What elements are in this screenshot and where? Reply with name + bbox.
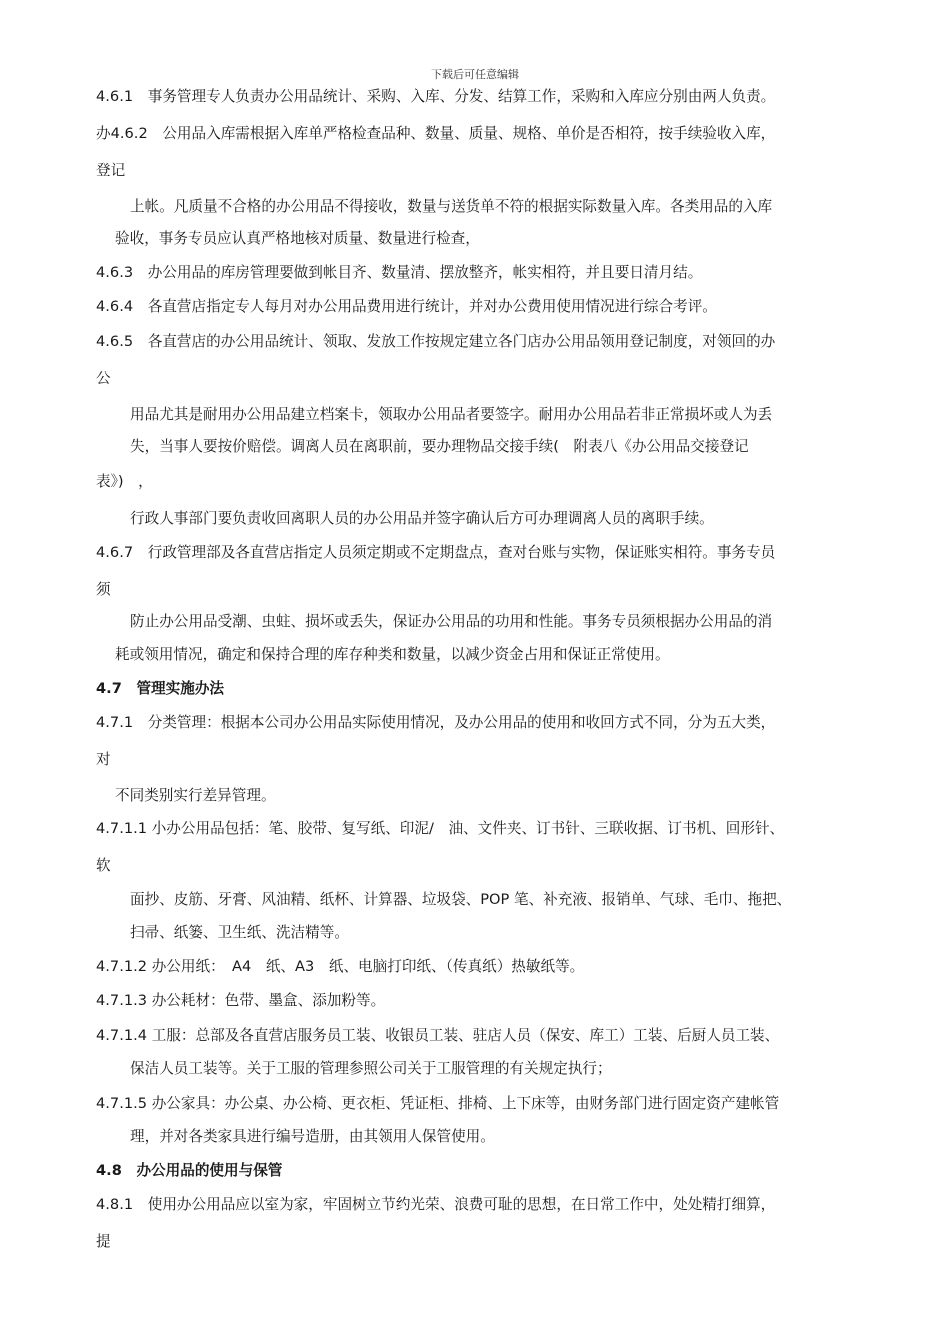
paragraph-line: 面抄、皮筋、牙膏、风油精、纸杯、计算器、垃圾袋、POP 笔、补充液、报销单、气球、毛巾、拖把、 <box>130 891 792 908</box>
paragraph-line: 4.7.1 分类管理：根据本公司办公用品实际使用情况，及办公用品的使用和收回方式不同，分为五大类， <box>96 714 776 731</box>
paragraph-line: 理，并对各类家具进行编号造册，由其领用人保管使用。 <box>130 1128 495 1145</box>
section-heading: 4.8 办公用品的使用与保管 <box>96 1162 283 1179</box>
paragraph-line: 耗或领用情况，确定和保持合理的库存种类和数量，以减少资金占用和保证正常使用。 <box>115 646 670 663</box>
paragraph-line: 4.6.7 行政管理部及各直营店指定人员须定期或不定期盘点，查对台账与实物，保证账实相符。事务专员 <box>96 544 776 561</box>
paragraph-line: 失，当事人要按价赔偿。调离人员在离职前，要办理物品交接手续( 附表八《办公用品交接登记 <box>130 438 749 455</box>
paragraph-line: 用品尤其是耐用办公用品建立档案卡，领取办公用品者要签字。耐用办公用品若非正常损坏或人为丢 <box>130 406 773 423</box>
paragraph-line: 4.6.3 办公用品的库房管理要做到帐目齐、数量清、摆放整齐，帐实相符，并且要日清月结。 <box>96 264 703 281</box>
paragraph-line: 表》) ， <box>96 473 153 490</box>
paragraph-line: 软 <box>96 857 111 874</box>
paragraph-line: 4.6.1 事务管理专人负责办公用品统计、采购、入库、分发、结算工作，采购和入库应分别由两人负责。 <box>96 88 776 105</box>
paragraph-line: 验收，事务专员应认真严格地核对质量、数量进行检查， <box>115 230 480 247</box>
paragraph-line: 4.7.1.2 办公用纸： A4 纸、A3 纸、电脑打印纸、（传真纸）热敏纸等。 <box>96 958 585 975</box>
paragraph-line: 行政人事部门要负责收回离职人员的办公用品并签字确认后方可办理调离人员的离职手续。 <box>130 510 714 527</box>
paragraph-line: 公 <box>96 370 111 387</box>
page-header: 下载后可任意编辑 <box>431 68 519 81</box>
section-heading: 4.7 管理实施办法 <box>96 680 225 697</box>
paragraph-line: 须 <box>96 581 111 598</box>
paragraph-line: 办4.6.2 公用品入库需根据入库单严格检查品种、数量、质量、规格、单价是否相符，按手续验收入库， <box>96 125 776 142</box>
paragraph-line: 扫帚、纸篓、卫生纸、洗洁精等。 <box>130 924 349 941</box>
paragraph-line: 4.8.1 使用办公用品应以室为家，牢固树立节约光荣、浪费可耻的思想，在日常工作中，处处精打细算， <box>96 1196 776 1213</box>
paragraph-line: 4.6.5 各直营店的办公用品统计、领取、发放工作按规定建立各门店办公用品领用登记制度，对领回的办 <box>96 333 776 350</box>
paragraph-line: 对 <box>96 751 111 768</box>
paragraph-line: 4.6.4 各直营店指定专人每月对办公用品费用进行统计，并对办公费用使用情况进行综合考评。 <box>96 298 717 315</box>
paragraph-line: 4.7.1.1 小办公用品包括：笔、胶带、复写纸、印泥/ 油、文件夹、订书针、三联收据、订书机、回形针、 <box>96 820 785 837</box>
paragraph-line: 4.7.1.4 工服：总部及各直营店服务员工装、收银员工装、驻店人员（保安、库工）工装、后厨人员工装、 <box>96 1027 780 1044</box>
paragraph-line: 保洁人员工装等。关于工服的管理参照公司关于工服管理的有关规定执行； <box>130 1060 612 1077</box>
paragraph-line: 上帐。凡质量不合格的办公用品不得接收，数量与送货单不符的根据实际数量入库。各类用品的入库 <box>130 198 773 215</box>
paragraph-line: 防止办公用品受潮、虫蛀、损坏或丢失，保证办公用品的功用和性能。事务专员须根据办公用品的消 <box>130 613 773 630</box>
paragraph-line: 提 <box>96 1233 111 1250</box>
paragraph-line: 4.7.1.3 办公耗材：色带、墨盒、添加粉等。 <box>96 992 386 1009</box>
paragraph-line: 不同类别实行差异管理。 <box>115 787 276 804</box>
paragraph-line: 登记 <box>96 162 126 179</box>
paragraph-line: 4.7.1.5 办公家具：办公桌、办公椅、更衣柜、凭证柜、排椅、上下床等，由财务部门进行固定资产建帐管 <box>96 1095 780 1112</box>
